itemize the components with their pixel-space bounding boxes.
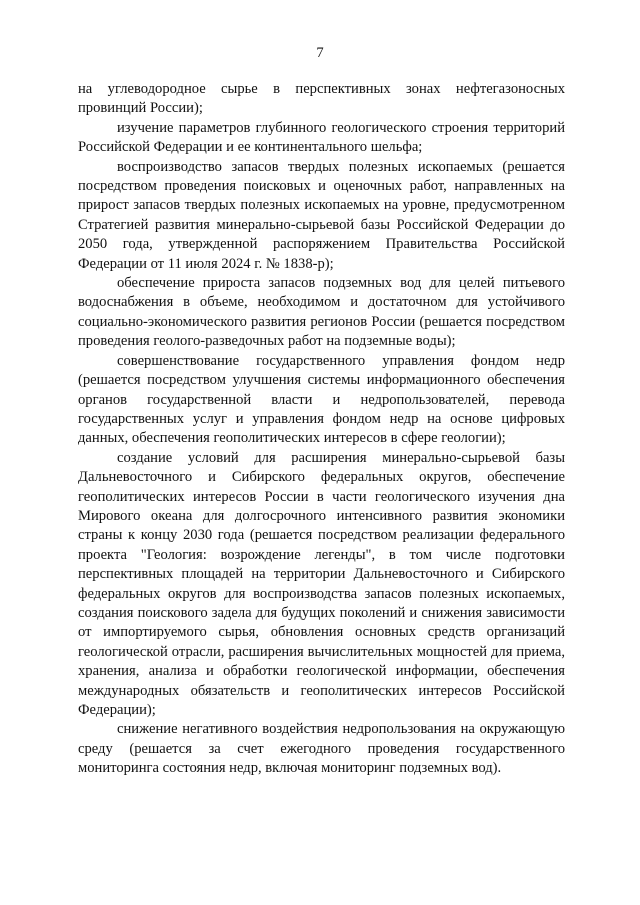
paragraph-subsoil-management: совершенствование государственного управления фондом недр (решается посредством улучшения системы информационного обеспечения органов государственной власти и недропользователей, перевода государственных услуг и управления фондом недр на основе цифровых данных, обеспечения геополитических интересов в сфере геологии);	[78, 352, 565, 447]
document-body	[78, 80, 565, 779]
paragraph-solid-minerals: воспроизводство запасов твердых полезных ископаемых (решается посредством проведения поисковых и оценочных работ, направленных на прирост запасов твердых полезных ископаемых на уровне, предусмотренном Стратегией развития минерально-сырьевой базы Российской Федерации до 2050 года, утвержденной распоряжением Правительства Российской Федерации от 11 июля 2024 г. № 1838-р);	[78, 158, 565, 272]
page-number: 7	[316, 45, 324, 61]
paragraph-continuation: на углеводородное сырье в перспективных зонах нефтегазоносных провинций России);	[78, 81, 565, 117]
paragraph-environment: снижение негативного воздействия недропользования на окружающую среду (решается за счет ежегодного проведения государственного мониторинга состояния недр, включая мониторинг подземных вод).	[78, 721, 565, 777]
paragraph-groundwater: обеспечение прироста запасов подземных вод для целей питьевого водоснабжения в объеме, необходимом и достаточном для устойчивого социально-экономического развития регионов России (решается посредством проведения геолого-разведочных работ на подземные воды);	[78, 275, 565, 350]
paragraph-far-east-siberia: создание условий для расширения минерально-сырьевой базы Дальневосточного и Сибирского федеральных округов, обеспечение геополитических интересов России в части геологического изучения дна Мирового океана для долгосрочного интенсивного развития экономики страны к концу 2030 года (решается посредством реализации федерального проекта "Геология: возрождение легенды", в том числе подготовки перспективных площадей на территории Дальневосточного и Сибирского федеральных округов для воспроизводства запасов полезных ископаемых, создания поискового задела для будущих поколений и снижения зависимости от импортируемого сырья, обновления основных средств организаций геологической отрасли, расширения вычислительных мощностей для приема, хранения, анализа и обработки геологической информации, обеспечения международных обязательств и геополитических интересов Российской Федерации);	[78, 449, 565, 718]
paragraph-deep-structure: изучение параметров глубинного геологического строения территорий Российской Федерации и ее континентального шельфа;	[78, 119, 565, 156]
